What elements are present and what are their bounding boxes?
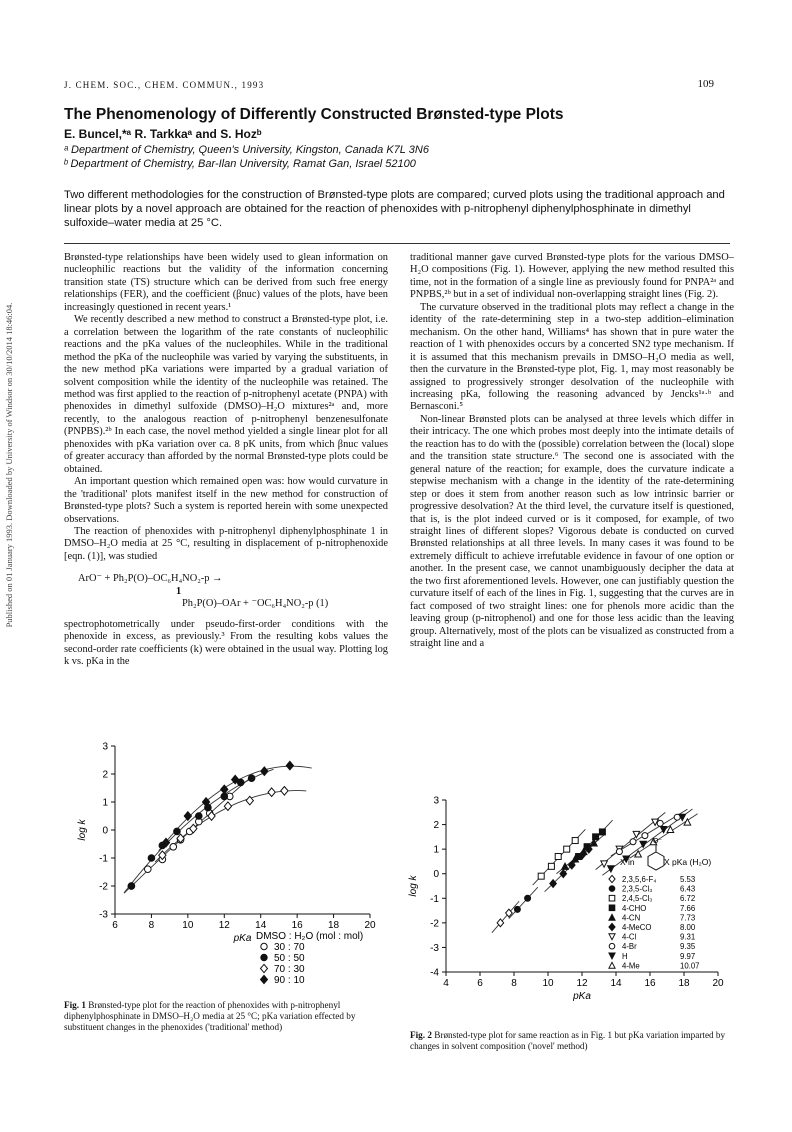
data-point [248,775,255,782]
affiliation-a: ᵃ Department of Chemistry, Queen's University, Kingston, Canada K7L 3N6 [64,144,429,156]
data-point [268,788,275,797]
x-tick-label: 18 [678,978,690,989]
y-tick-label: -3 [99,909,108,921]
legend-marker [609,895,615,901]
x-tick-label: 6 [477,978,483,989]
legend-pka-value: 6.43 [680,884,696,894]
fitted-curve [124,769,273,893]
data-point [525,895,531,901]
data-point [184,812,191,821]
legend-substituent: 2,3,5,6-F₄ [622,875,657,884]
data-point [170,844,177,851]
paragraph: Brønsted-type relationships have been widely used to glean information on nucleophilic reactions but the validity of the information concerning transition state (TS) structure which can be derived from such free energy relationships (FER), and the coefficient (βnuc) values of the plots, have been increasingly questioned in recent years.¹ [64,252,388,313]
legend-marker [609,886,615,892]
paragraph: traditional manner gave curved Brønsted-type plots for the various DMSO–H₂O compositions (Fig. 1). However, applying the new method resulted this time, not in the formation of a single line as previously found for PNPA²ᵃ and PNPBS,²ᵇ but in a set of individual non-overlapping straight lines (Fig. 2). [410,252,734,301]
data-point [642,833,648,839]
x-tick-label: 4 [443,978,449,989]
legend-marker [609,914,615,920]
figure-1-axes [77,742,376,945]
x-tick-label: 10 [542,978,554,989]
legend-label: 70 : 30 [274,964,305,975]
data-point [128,883,135,890]
data-point [195,813,202,820]
paragraph: The curvature observed in the traditional plots may reflect a change in the identity of the rate-determining step in a two-step addition–elimination mechanism. On the other hand, Williams⁴ has shown that in pure water the reaction of 1 with phenoxides occurs by a concerted SN2 type mechanism. If it is assumed that this mechanism prevails in DMSO–H₂O media as well, then the curvature in the Brønsted-type plot, Fig. 1, may most reasonably be assigned to progressively stronger desolvation of the nucleophile with increasing pKa, following the reasoning advanced by Jencks¹ᵃ·ᵇ and Bernasconi.⁵ [410,301,734,413]
y-tick-label: -1 [99,853,108,865]
y-tick-label: 3 [102,741,108,753]
legend-substituent: 4-Br [622,942,637,952]
data-point [538,873,544,879]
legend-marker [609,875,615,882]
y-tick-label: 0 [102,825,108,837]
legend-marker [261,954,267,960]
legend-marker [609,962,615,968]
y-tick-label: -3 [430,942,439,954]
data-point [174,828,181,835]
figure-1-caption [64,1000,390,1033]
legend-header-x: X in [620,857,635,867]
figure-2-marks [497,814,691,927]
legend-pka-value: 9.97 [680,951,696,961]
caption-text: Brønsted-type plot for the reaction of phenoxides with p-nitrophenyl diphenylphosphinate in DMSO–H₂O media at 25 °C; pKa variation effected by substituent changes in the phenoxides ('traditional' method) [64,1000,356,1032]
data-point [548,863,554,869]
x-tick-label: 12 [218,920,230,931]
y-tick-label: -4 [430,967,439,979]
x-tick-label: 18 [328,920,340,931]
data-point [224,802,231,811]
legend-marker [609,934,615,940]
legend-marker [260,975,267,983]
legend-label: 30 : 70 [274,942,305,953]
x-axis-label: pKa [233,933,252,944]
y-tick-label: -1 [430,893,439,905]
fitted-curve [155,791,306,862]
legend-marker [609,905,615,911]
x-tick-label: 10 [182,920,194,931]
legend-pka-value: 9.31 [680,932,696,942]
right-column [410,252,734,651]
paragraph: Non-linear Brønsted plots can be analysed at three levels which differ in their intricacy. The one which probes most deeply into the intimate details of the reaction has to do with the (possible) correlation between the (local) slope and the transition state structure.⁶ The second one is associated with the general nature of the reaction; for example, does the curvature indicate a stepwise mechanism with a change in the identity of the rate-determining step or does it stem from another reason such as low intrinsic barrier or progressive desolvation? At the third level, the curvature itself is questioned, that is, is the plot indeed curved or is it composed, for example, of two straight lines of different slopes? Vigorous debate is conducted on curved Brønsted relationships at all three levels. In many cases it was found to be extremely difficult to achieve irrefutable evidence in favour of one option or another. In the present case, we cannot unambiguously decipher the data at the two first aforementioned levels. However, one can justifiably question the curvature itself of each of the lines in Fig. 1, suggesting that the curves are in fact composed of two straight lines: one for phenols more acidic than the leaving group (p-nitrophenol) and one for those less acidic than the leaving group. Alternatively, most of the plots can be visualized as constructed from a straight line and a [410,413,734,650]
data-point [572,838,578,844]
equation-1 [64,573,388,610]
x-tick-label: 14 [255,920,267,931]
figure-1-marks [128,761,293,889]
x-tick-label: 8 [148,920,155,931]
download-notice [2,250,16,680]
y-tick-label: 2 [433,820,439,832]
x-axis-label: pKa [573,991,591,1002]
legend-pka-value: 7.73 [680,913,696,923]
figure-2-caption [410,1030,736,1052]
y-tick-label: 3 [433,795,439,807]
data-point [514,906,520,912]
legend-pka-value: 7.66 [680,903,696,913]
caption-text: Brønsted-type plot for same reaction as in Fig. 1 but pKa variation imparted by changes in solvent composition ('novel' method) [410,1030,726,1051]
legend-title: DMSO : H₂O (mol : mol) [256,931,364,942]
y-tick-label: -2 [430,918,439,930]
download-notice-text: Published on 01 January 1993. Downloaded by University of Windsor on 30/10/2014 18:46:04. [4,302,14,628]
legend-substituent: 4-Me [622,961,640,971]
legend-marker [609,923,615,930]
data-point [148,855,155,862]
paragraph: The reaction of phenoxides with p-nitrophenyl diphenylphosphinate 1 in DMSO–H₂O media at 25 °C, resulting in displacement of p-nitrophenoxide [eqn. (1)], was studied [64,525,388,562]
figure-1-legend [256,931,363,986]
caption-label: Fig. 2 [410,1030,432,1040]
equation-line-1: ArO⁻ + Ph₂P(O)–OC₆H₄NO₂-p → [78,573,223,585]
svg-text:O⁻: O⁻ [653,838,663,845]
x-tick-label: 16 [644,978,656,989]
x-tick-label: 20 [364,920,376,931]
data-point [657,820,663,826]
x-tick-label: 8 [511,978,517,989]
benzene-ring-icon [648,838,664,870]
data-point [599,829,605,835]
paragraph: We recently described a new method to construct a Brønsted-type plot, i.e. a correlation between the logarithm of the rate constants of nucleophilic reactions and the pKa values of the nucleophiles. While in the traditional method the pKa of the nucleophile was varied by varying the substituents, in the new method pKa variations were imparted by a gradual variation of solvent composition while the identity of the nucleophile was retained. The method was first applied to the reaction of p-nitrophenyl acetate (PNPA) with phenoxides in dimethyl sulfoxide (DMSO)–H₂O mixtures²ᵃ and, more recently, to the analogous reaction of p-nitrophenyl benzenesulfonate (PNPBS).²ᵇ In each case, the novel method yielded a single linear plot for all phenoxides with pKa variation over ca. 8 pK units, from which βnuc values of greater accuracy than afforded by the normal Brønsted-type plots could be obtained. [64,314,388,475]
legend-pka-value: 9.35 [680,942,696,952]
legend-substituent: 4-MeCO [622,923,652,932]
x-tick-label: 12 [576,978,588,989]
equation-compound-number: 1 [176,585,182,597]
data-point [564,846,570,852]
legend-pka-value: 5.53 [680,875,696,884]
data-point [593,834,599,840]
data-point [562,863,569,869]
legend-substituent: 4-Cl [622,932,637,942]
page-number: 109 [697,78,714,90]
legend-header-pka: X pKa (H₂O) [664,857,712,867]
figure-1-chart [60,738,390,993]
running-head: J. CHEM. SOC., CHEM. COMMUN., 1993 [64,80,265,90]
legend-pka-value: 10.07 [680,961,700,971]
legend-substituent: 4-CHO [622,903,647,913]
legend-marker [609,953,615,959]
x-tick-label: 14 [610,978,622,989]
y-tick-label: 1 [433,844,439,856]
y-axis-label: log k [408,875,419,897]
data-point [630,839,636,845]
header-rule [64,243,730,244]
figure-1-curves [124,766,312,893]
y-tick-label: 2 [102,769,108,781]
y-tick-label: 1 [102,797,108,809]
equation-line-2: Ph₂P(O)–OAr + ⁻OC₆H₄NO₂-p (1) [182,598,329,610]
data-point [144,866,151,873]
legend-pka-value: 6.72 [680,894,696,904]
figure-2-axes [408,796,724,1003]
y-tick-label: -2 [99,881,108,893]
legend-marker [260,964,267,972]
affiliation-b: ᵇ Department of Chemistry, Bar-Ilan University, Ramat Gan, Israel 52100 [64,158,416,170]
data-point [281,787,288,796]
data-point [286,761,293,770]
legend-marker [609,943,615,949]
paragraph: spectrophotometrically under pseudo-first-order conditions with the phenoxide in excess, as previously.³ From the resulting kobs values the second-order rate coefficients (k) were obtained in the usual way. Plotting log k vs. pKa in the [64,618,388,668]
figure-2-legend [609,838,711,970]
figure-2-chart [408,792,734,1028]
x-tick-label: 16 [291,920,303,931]
legend-label: 50 : 50 [274,953,305,964]
legend-substituent: 2,4,5-Cl₃ [622,894,653,904]
data-point [616,849,622,855]
x-tick-label: 20 [712,978,724,989]
legend-substituent: H [622,951,628,961]
y-tick-label: 0 [433,869,439,881]
x-tick-label: 6 [112,920,118,931]
left-column [64,252,388,669]
legend-substituent: 4-CN [622,913,641,923]
legend-pka-value: 8.00 [680,923,696,932]
legend-marker [261,943,267,949]
regression-line [492,901,519,932]
y-axis-label: log k [77,819,88,841]
paragraph: An important question which remained open was: how would curvature in the 'traditional' plots manifest itself in the new method for construction of Brønsted-type plots? Such a system is reported herein with some unexpected observations. [64,476,388,525]
abstract: Two different methodologies for the construction of Brønsted-type plots are compared; curved plots using the traditional approach and linear plots by a novel approach are obtained for the reaction of phenoxides with p-nitrophenyl diphenylphosphinate in dimethyl sulfoxide–water media at 25 °C. [64,189,725,229]
caption-label: Fig. 1 [64,1000,86,1010]
regression-line [509,887,538,918]
article-title: The Phenomenology of Differently Constructed Brønsted-type Plots [64,106,564,123]
legend-label: 90 : 10 [274,975,305,986]
authors: E. Buncel,*ᵃ R. Tarkkaᵃ and S. Hozᵇ [64,127,262,141]
data-point [555,854,561,860]
legend-substituent: 2,3,5-Cl₃ [622,884,653,894]
